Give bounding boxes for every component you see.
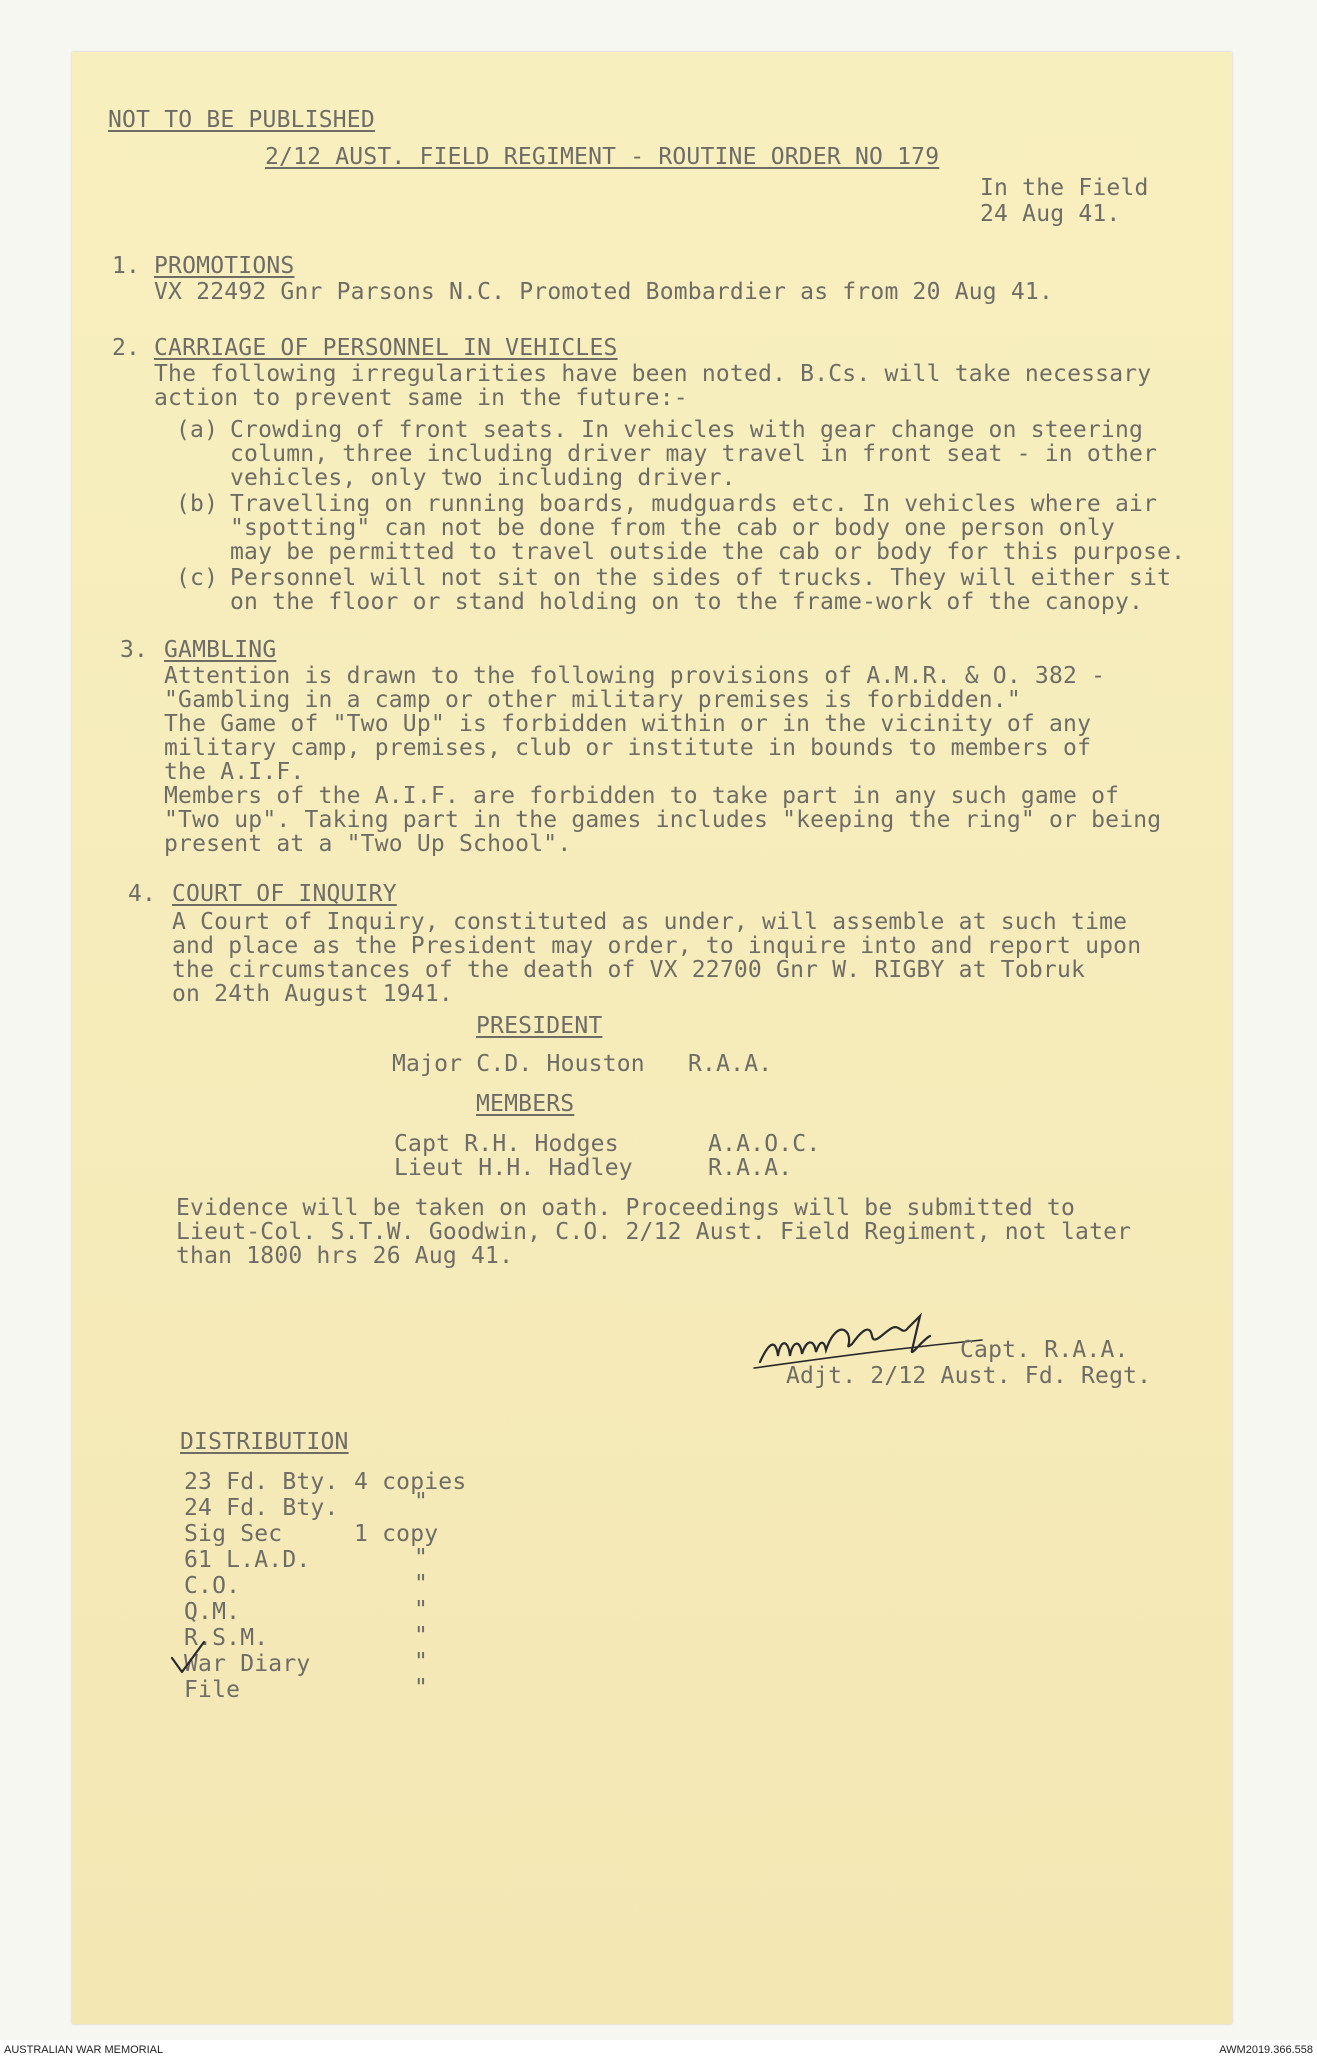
distribution-copies: " — [414, 1649, 429, 1675]
item-line: may be permitted to travel outside the cab or body for this purpose. — [230, 539, 1186, 565]
section-heading: GAMBLING — [164, 637, 277, 663]
section-line: A Court of Inquiry, constituted as under, will assemble at such time — [172, 909, 1128, 935]
section-line: the A.I.F. — [164, 759, 305, 785]
distribution-copies: " — [414, 1675, 429, 1701]
distribution-unit: C.O. — [184, 1573, 241, 1599]
section-heading: CARRIAGE OF PERSONNEL IN VEHICLES — [154, 335, 618, 361]
item-line: Crowding of front seats. In vehicles with gear change on steering — [230, 417, 1144, 443]
distribution-unit: R.S.M. — [184, 1625, 269, 1651]
member-unit: R.A.A. — [708, 1155, 793, 1181]
distribution-heading: DISTRIBUTION — [180, 1429, 349, 1455]
distribution-copies: " — [414, 1623, 429, 1649]
item-label: (c) — [176, 565, 219, 591]
section-line: on 24th August 1941. — [172, 981, 453, 1007]
distribution-unit: 24 Fd. Bty. — [184, 1495, 339, 1521]
item-line: "spotting" can not be done from the cab or body one person only — [230, 515, 1115, 541]
document-title: 2/12 AUST. FIELD REGIMENT - ROUTINE ORDER NO 179 — [265, 144, 940, 170]
closing-line: than 1800 hrs 26 Aug 41. — [176, 1243, 514, 1269]
member-name: Lieut H.H. Hadley — [394, 1155, 633, 1181]
restriction-marking: NOT TO BE PUBLISHED — [108, 107, 375, 133]
distribution-unit: 23 Fd. Bty. — [184, 1469, 339, 1495]
item-line: vehicles, only two including driver. — [230, 465, 736, 491]
distribution-copies: " — [414, 1545, 429, 1571]
archive-footer — [0, 2040, 1317, 2061]
section-heading: PROMOTIONS — [154, 253, 295, 279]
section-line: the circumstances of the death of VX 22700 Gnr W. RIGBY at Tobruk — [172, 957, 1086, 983]
distribution-copies: " — [414, 1597, 429, 1623]
signatory-appointment: Adjt. 2/12 Aust. Fd. Regt. — [786, 1363, 1152, 1389]
member-name: Capt R.H. Hodges — [394, 1131, 619, 1157]
section-number: 4. — [128, 881, 157, 907]
distribution-copies: 4 copies — [354, 1469, 467, 1495]
date-line: 24 Aug 41. — [980, 201, 1121, 227]
section-line: VX 22492 Gnr Parsons N.C. Promoted Bombardier as from 20 Aug 41. — [154, 279, 1054, 305]
section-line: "Two up". Taking part in the games includes "keeping the ring" or being — [164, 807, 1162, 833]
members-heading: MEMBERS — [476, 1091, 575, 1117]
item-line: Travelling on running boards, mudguards etc. In vehicles where air — [230, 491, 1158, 517]
distribution-unit: Q.M. — [184, 1599, 241, 1625]
distribution-unit: Sig Sec — [184, 1521, 283, 1547]
signatory-rank: Capt. R.A.A. — [960, 1337, 1129, 1363]
item-line: Personnel will not sit on the sides of trucks. They will either sit — [230, 565, 1172, 591]
section-heading: COURT OF INQUIRY — [172, 881, 397, 907]
distribution-unit: 61 L.A.D. — [184, 1547, 311, 1573]
closing-line: Lieut-Col. S.T.W. Goodwin, C.O. 2/12 Aust. Field Regiment, not later — [176, 1219, 1132, 1245]
section-line: and place as the President may order, to inquire into and report upon — [172, 933, 1142, 959]
item-line: column, three including driver may travel in front seat - in other — [230, 441, 1158, 467]
item-line: on the floor or stand holding on to the frame-work of the canopy. — [230, 589, 1144, 615]
section-line: Members of the A.I.F. are forbidden to take part in any such game of — [164, 783, 1120, 809]
section-line: military camp, premises, club or institute in bounds to members of — [164, 735, 1092, 761]
section-number: 1. — [112, 253, 141, 279]
section-line: The Game of "Two Up" is forbidden within or in the vicinity of any — [164, 711, 1092, 737]
president-name: Major C.D. Houston — [392, 1051, 645, 1077]
checkmark-icon — [168, 1638, 208, 1678]
section-line: "Gambling in a camp or other military premises is forbidden." — [164, 687, 1021, 713]
member-unit: A.A.O.C. — [708, 1131, 821, 1157]
section-number: 3. — [120, 637, 149, 663]
president-unit: R.A.A. — [688, 1051, 773, 1077]
archive-reference: AWM2019.366.558 — [1219, 2044, 1313, 2056]
section-number: 2. — [112, 335, 141, 361]
president-heading: PRESIDENT — [476, 1013, 603, 1039]
distribution-unit: File — [184, 1677, 241, 1703]
section-line: The following irregularities have been noted. B.Cs. will take necessary — [154, 361, 1152, 387]
item-label: (b) — [176, 491, 219, 517]
section-line: action to prevent same in the future:- — [154, 385, 688, 411]
place-line: In the Field — [980, 175, 1149, 201]
distribution-copies: 1 copy — [354, 1521, 439, 1547]
section-line: Attention is drawn to the following provisions of A.M.R. & O. 382 - — [164, 663, 1106, 689]
distribution-copies: " — [414, 1489, 429, 1515]
section-line: present at a "Two Up School". — [164, 831, 572, 857]
archive-credit: AUSTRALIAN WAR MEMORIAL — [4, 2044, 164, 2056]
closing-line: Evidence will be taken on oath. Proceedings will be submitted to — [176, 1195, 1076, 1221]
distribution-unit: War Diary — [184, 1651, 311, 1677]
item-label: (a) — [176, 417, 219, 443]
distribution-copies: " — [414, 1571, 429, 1597]
